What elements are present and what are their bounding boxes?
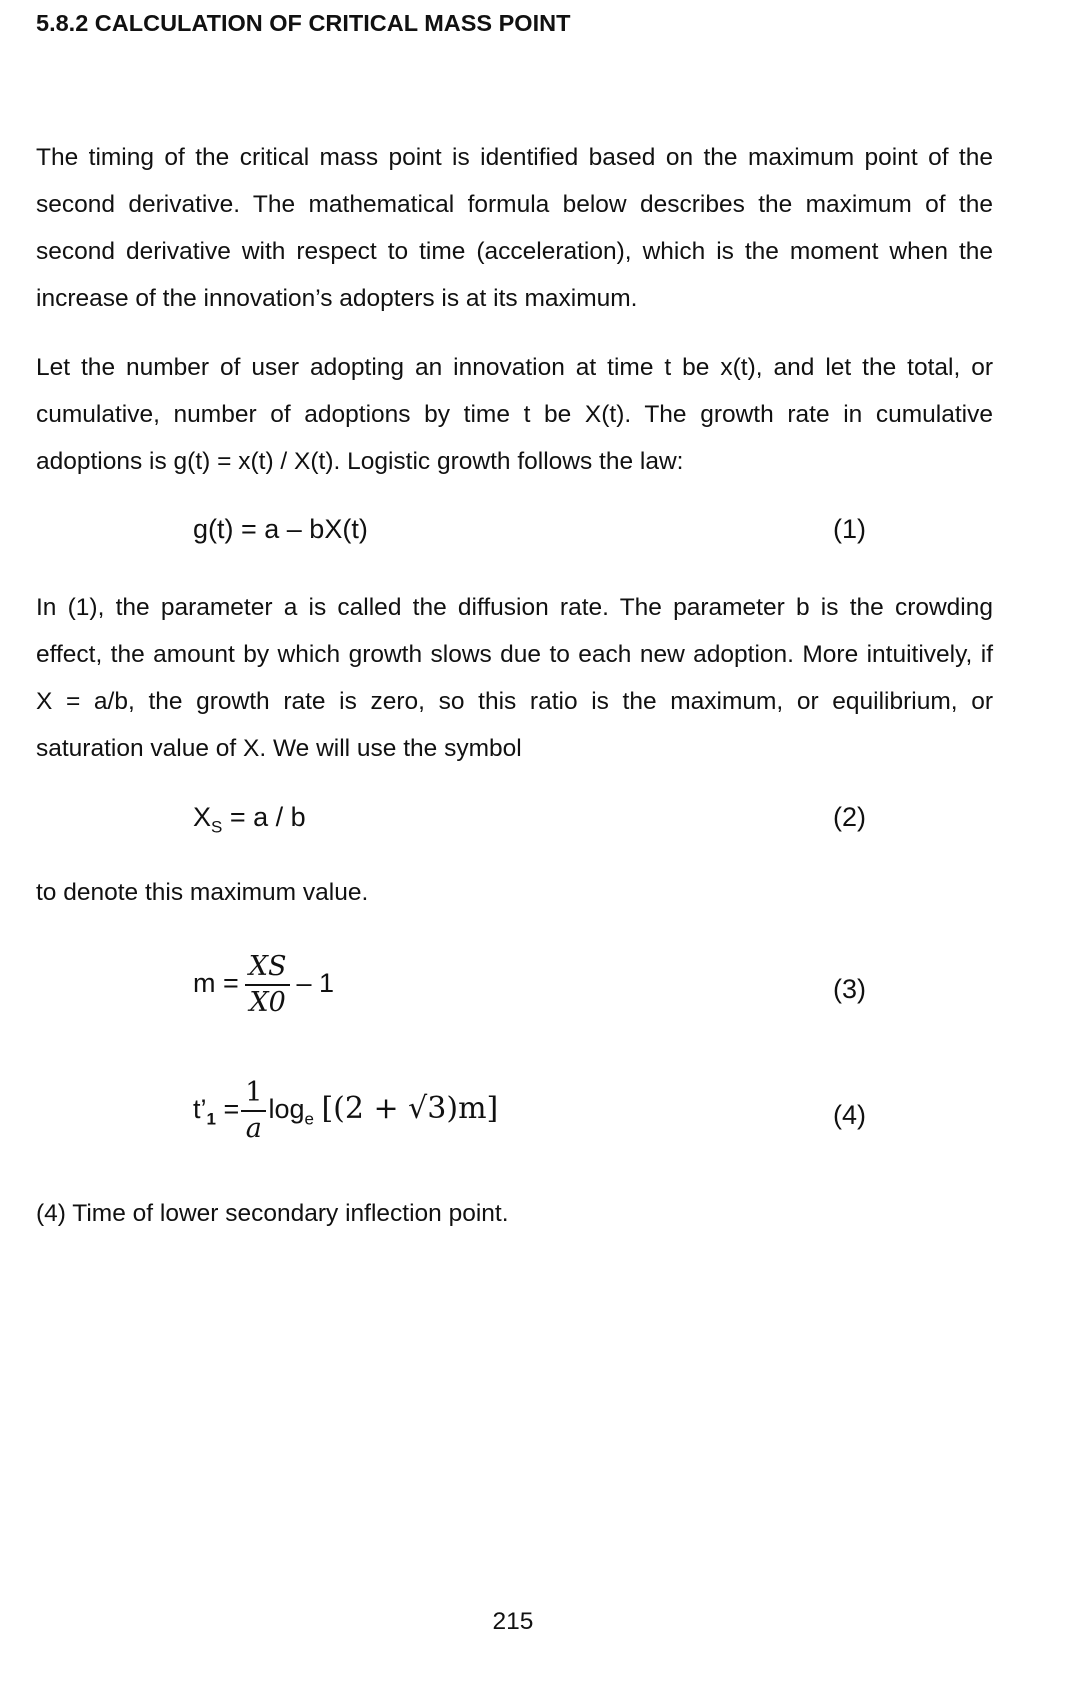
paragraph-4	[36, 869, 993, 916]
numerator: 1	[241, 1076, 266, 1112]
eq4-fraction	[241, 1076, 266, 1146]
paragraph-text: The timing of the critical mass point is identified based on the maximum point of the second derivative. The mathematical formula below describes the maximum of the second derivative with respect to time (acceleration), which is the moment when the increase of the innovation’s adopters is at its maximum.	[36, 144, 993, 312]
eq4-lhs: t’	[193, 1094, 207, 1125]
numerator: XS	[245, 950, 291, 986]
paragraph-3	[36, 584, 993, 772]
equation-3	[193, 950, 334, 1020]
paragraph-2	[36, 344, 993, 485]
page-number: 215	[492, 1608, 534, 1635]
equation-4	[193, 1076, 498, 1146]
denominator: X0	[249, 987, 286, 1018]
eq4-log: log	[268, 1094, 305, 1125]
equation-1-number: (1)	[833, 514, 866, 544]
paragraph-text: Let the number of user adopting an innovation at time t be x(t), and let the total, or cumulative, number of adoptions by time t be X(t). The growth rate in cumulative adoptions is g(t) = x(t) / X(t). Logistic growth follows the law:	[36, 354, 993, 475]
equation-3-number: (3)	[833, 974, 866, 1004]
equation-2	[193, 802, 306, 837]
paragraph-text: to denote this maximum value.	[36, 879, 369, 906]
eq2-rhs: = a / b	[222, 802, 306, 832]
eq2-sub: S	[211, 817, 223, 837]
eq3-rhs: – 1	[296, 968, 335, 999]
equation-1: g(t) = a – bX(t)	[193, 514, 368, 544]
paragraph-text: In (1), the parameter a is called the diffusion rate. The parameter b is the crowding effect, the amount by which growth slows due to each new adoption. More intuitively, if X = a/b, the growth rate is zero, so this ratio is the maximum, or equilibrium, or saturation value of X. We will use the symbol	[36, 594, 993, 762]
eq3-lhs: m =	[193, 968, 239, 999]
eq2-base: X	[193, 802, 212, 832]
equation-4-number: (4)	[833, 1100, 866, 1130]
paragraph-5	[36, 1190, 993, 1237]
eq4-equals: =	[223, 1094, 240, 1125]
section-heading: 5.8.2 CALCULATION OF CRITICAL MASS POINT	[36, 10, 571, 36]
paragraph-text: (4) Time of lower secondary inflection point.	[36, 1200, 509, 1227]
eq4-log-sub: e	[304, 1109, 314, 1129]
eq3-fraction	[245, 950, 291, 1020]
eq4-lhs-sub: 1	[206, 1109, 216, 1129]
equation-2-number: (2)	[833, 802, 866, 832]
eq4-argument: [(2 + √3)m]	[321, 1091, 499, 1127]
paragraph-1	[36, 134, 993, 322]
denominator: a	[245, 1113, 262, 1144]
